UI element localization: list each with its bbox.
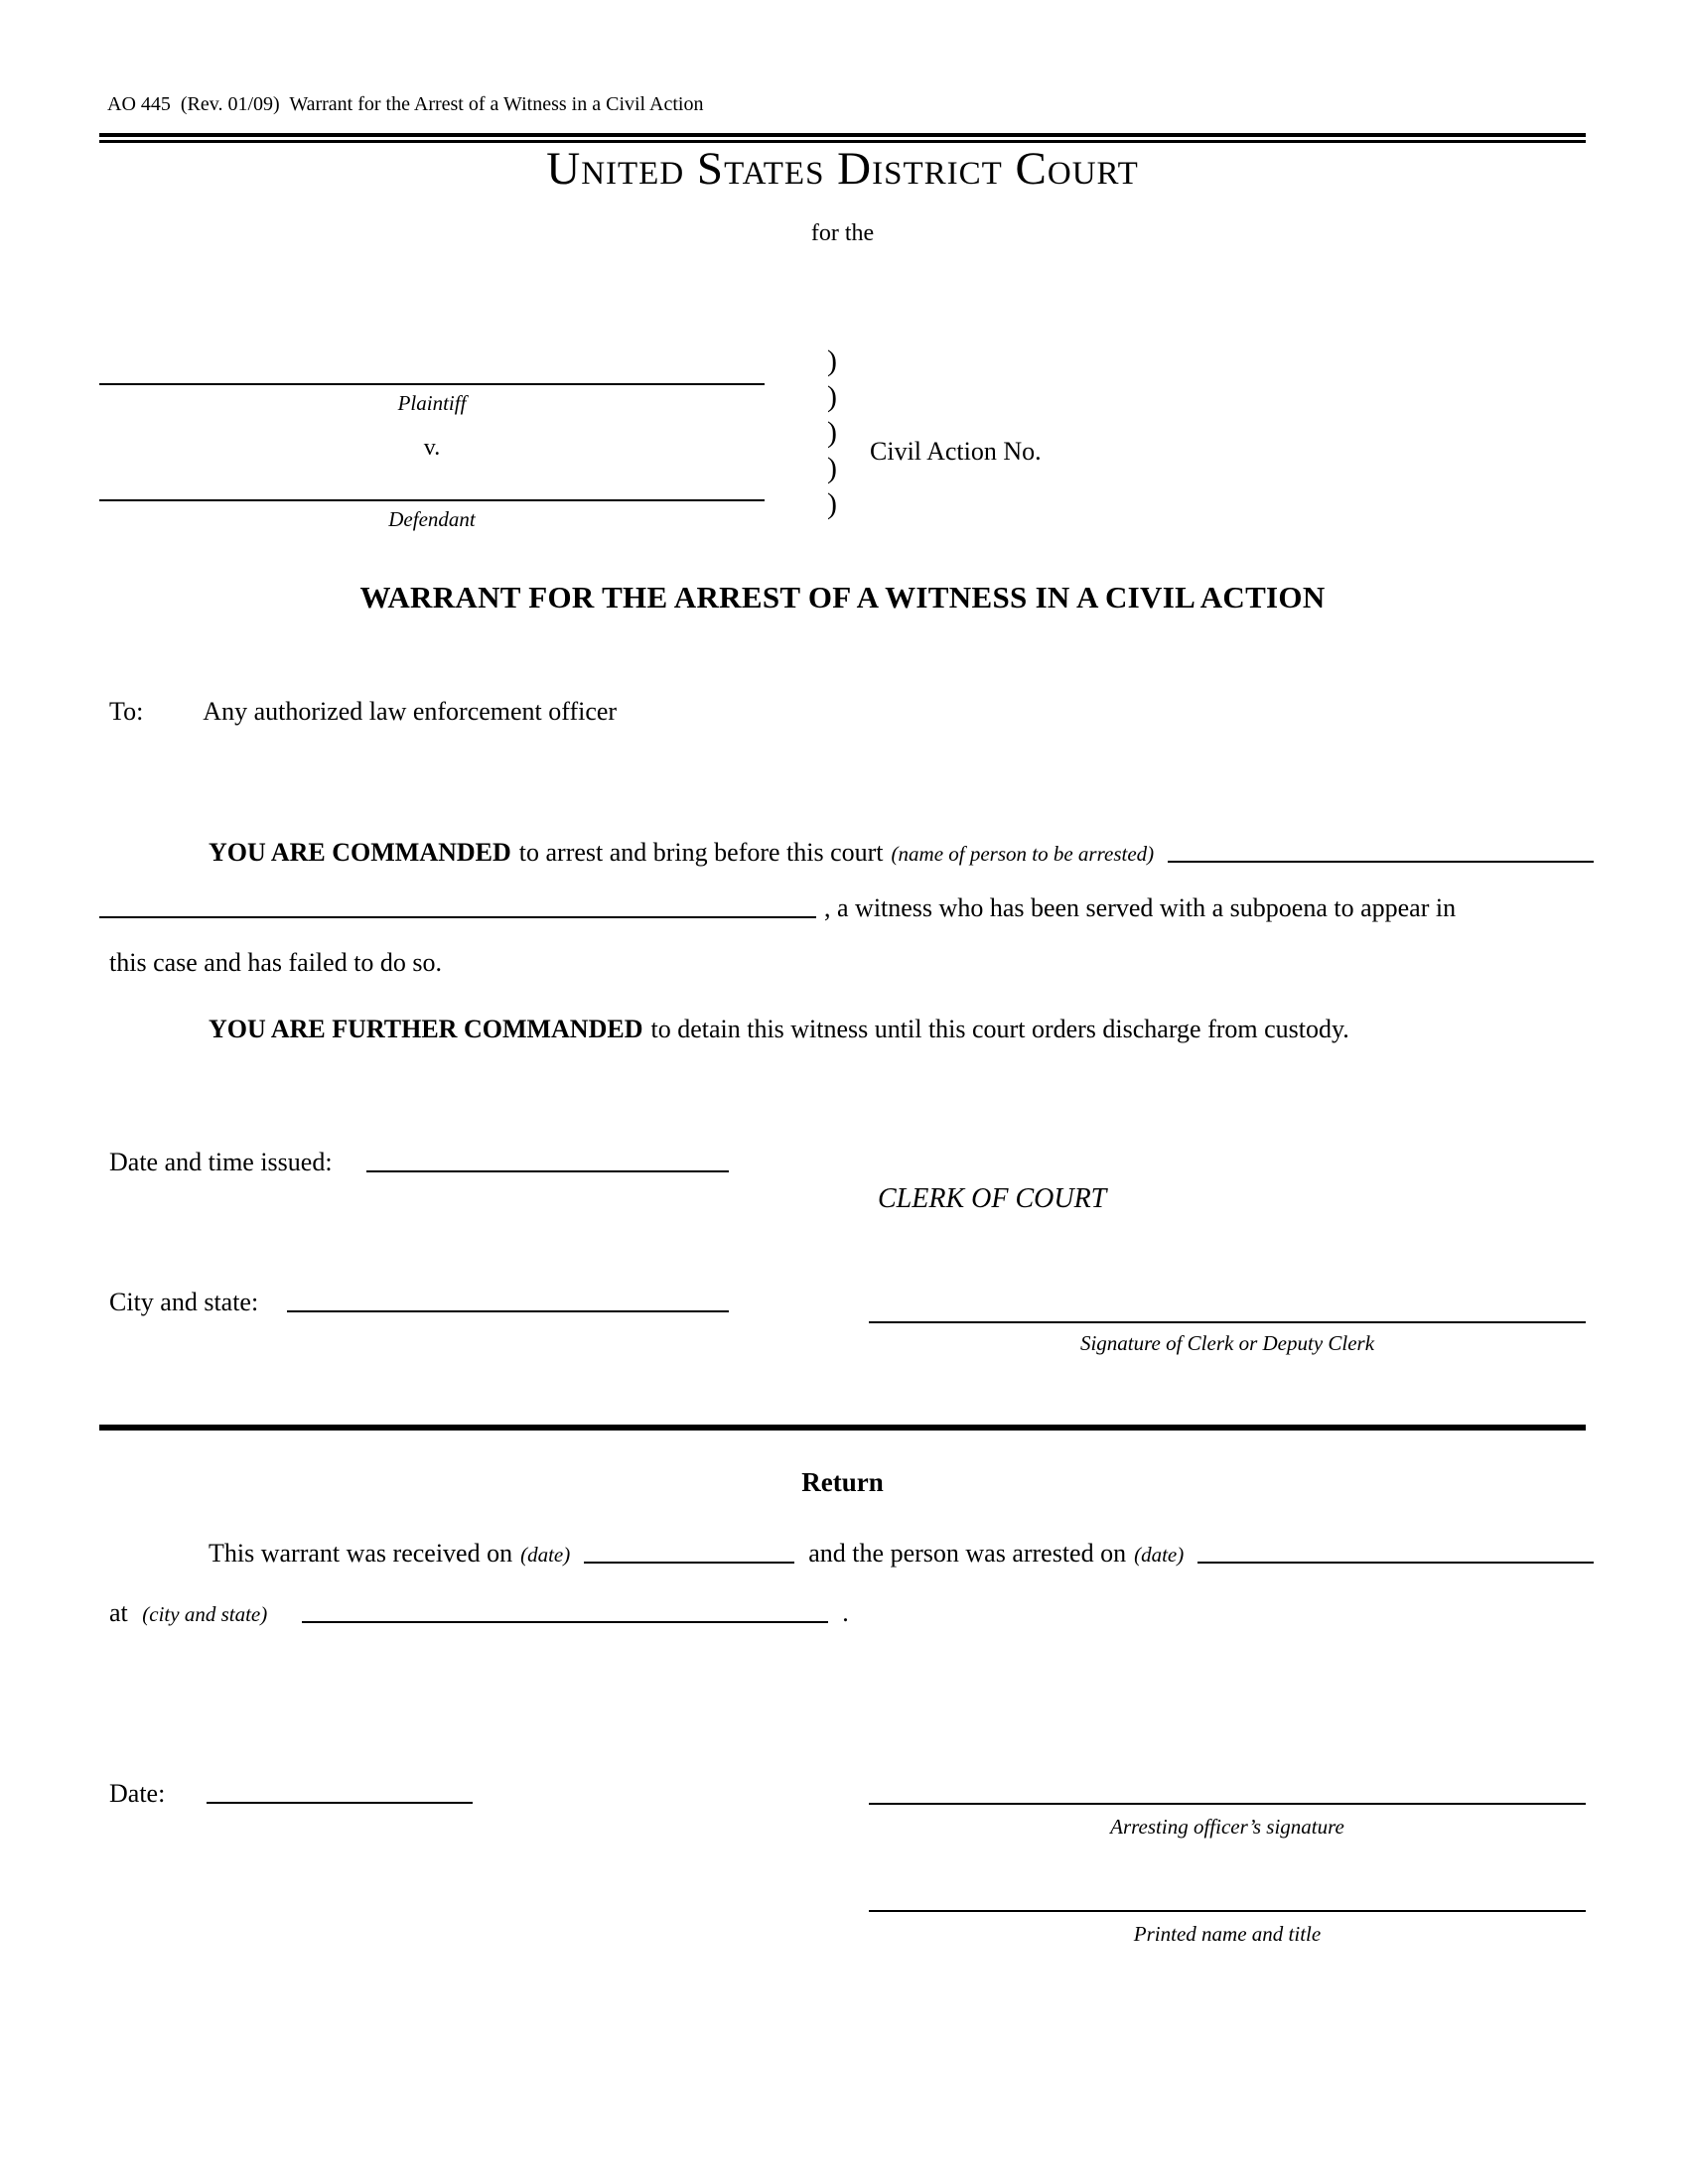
civil-action-label: Civil Action No. bbox=[870, 437, 1042, 466]
warrant-heading: WARRANT FOR THE ARREST OF A WITNESS IN A CIVIL ACTION bbox=[359, 580, 1326, 614]
bracket-glyph: ) bbox=[827, 487, 837, 520]
plaintiff-label: Plaintiff bbox=[397, 391, 467, 415]
form-id-line: AO 445 (Rev. 01/09) Warrant for the Arrest of a Witness in a Civil Action bbox=[107, 93, 704, 115]
received-date-hint: (date) bbox=[520, 1543, 571, 1567]
bracket-glyph: ) bbox=[827, 380, 837, 413]
return-line-1 bbox=[209, 1539, 1594, 1569]
arrested-text: and the person was arrested on bbox=[808, 1539, 1127, 1568]
versus-label: v. bbox=[423, 435, 441, 461]
bracket-glyph: ) bbox=[827, 452, 837, 484]
clerk-signature-line[interactable] bbox=[869, 1321, 1586, 1323]
witness-clause: , a witness who has been served with a subpoena to appear in bbox=[824, 893, 1457, 922]
return-section-divider bbox=[99, 1425, 1586, 1431]
return-heading: Return bbox=[801, 1467, 884, 1497]
return-date-label: Date: bbox=[109, 1779, 166, 1808]
person-name-blank-continued[interactable] bbox=[99, 916, 816, 918]
arrest-city-state-blank[interactable] bbox=[302, 1621, 828, 1623]
further-commanded-line bbox=[209, 1015, 1349, 1044]
further-text: to detain this witness until this court orders discharge from custody. bbox=[650, 1015, 1349, 1043]
plaintiff-name-line[interactable] bbox=[99, 383, 765, 385]
clerk-signature-caption: Signature of Clerk or Deputy Clerk bbox=[1079, 1331, 1375, 1355]
arrested-date-blank[interactable] bbox=[1197, 1562, 1594, 1564]
city-state-blank[interactable] bbox=[287, 1310, 729, 1312]
sentence-period: . bbox=[842, 1598, 849, 1627]
arrested-date-hint: (date) bbox=[1134, 1543, 1185, 1567]
at-text: at bbox=[109, 1598, 128, 1627]
date-time-issued-blank[interactable] bbox=[366, 1170, 729, 1172]
to-line bbox=[109, 697, 617, 727]
return-date-line bbox=[109, 1779, 473, 1809]
bracket-glyph: ) bbox=[827, 344, 837, 377]
caption-bracket-column bbox=[820, 343, 844, 522]
date-time-issued-label: Date and time issued: bbox=[109, 1148, 333, 1176]
person-name-blank[interactable] bbox=[1168, 861, 1594, 863]
defendant-label: Defendant bbox=[388, 507, 476, 531]
bracket-glyph: ) bbox=[827, 416, 837, 449]
defendant-name-line[interactable] bbox=[99, 499, 765, 501]
to-value: Any authorized law enforcement officer bbox=[203, 697, 618, 726]
failed-clause: this case and has failed to do so. bbox=[109, 948, 443, 977]
name-hint: (name of person to be arrested) bbox=[891, 842, 1155, 866]
commanded-line-1 bbox=[209, 838, 1594, 868]
further-bold: YOU ARE FURTHER COMMANDED bbox=[209, 1015, 643, 1043]
officer-signature-caption: Arresting officer’s signature bbox=[1110, 1815, 1344, 1839]
commanded-bold: YOU ARE COMMANDED bbox=[209, 838, 511, 867]
return-date-blank[interactable] bbox=[207, 1802, 473, 1804]
city-state-label: City and state: bbox=[109, 1288, 259, 1316]
court-subtitle: for the bbox=[810, 220, 875, 246]
received-date-blank[interactable] bbox=[584, 1562, 794, 1564]
header-divider bbox=[99, 133, 1586, 143]
city-state-line bbox=[109, 1288, 729, 1317]
commanded-text: to arrest and bring before this court bbox=[518, 838, 884, 867]
printed-name-caption: Printed name and title bbox=[1133, 1922, 1322, 1946]
commanded-line-2 bbox=[99, 893, 1604, 923]
printed-name-line[interactable] bbox=[869, 1910, 1586, 1912]
arrest-city-state-hint: (city and state) bbox=[142, 1602, 268, 1626]
court-title: United States District Court bbox=[546, 143, 1139, 195]
clerk-of-court-title: CLERK OF COURT bbox=[878, 1183, 1107, 1214]
received-text: This warrant was received on bbox=[209, 1539, 513, 1568]
date-time-issued-line bbox=[109, 1148, 729, 1177]
officer-signature-line[interactable] bbox=[869, 1803, 1586, 1805]
return-line-2 bbox=[109, 1598, 849, 1628]
to-label: To: bbox=[109, 697, 144, 726]
